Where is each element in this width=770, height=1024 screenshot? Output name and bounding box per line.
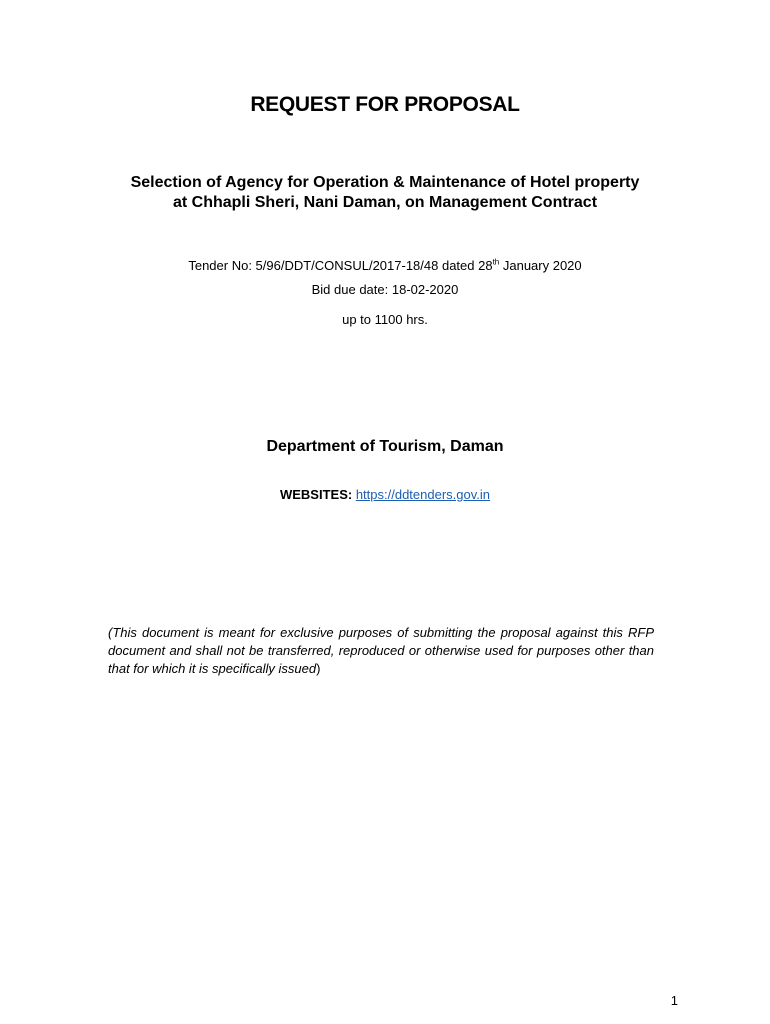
document-subtitle xyxy=(70,173,700,213)
bid-due-date: Bid due date: 18-02-2020 xyxy=(311,282,459,297)
website-link[interactable]: https://ddtenders.gov.in xyxy=(355,487,491,502)
page-number: 1 xyxy=(670,993,678,1008)
disclaimer-close: ) xyxy=(316,661,321,676)
websites-label: WEBSITES: xyxy=(279,487,353,502)
websites-line xyxy=(0,487,770,502)
tender-prefix: Tender No: 5/96/DDT/CONSUL/2017-18/48 dated 28 xyxy=(188,258,493,273)
disclaimer-text xyxy=(108,624,654,678)
disclaimer-main: (This document is meant for exclusive purposes of submitting the proposal against this RFP document and shall not be transferred, reproduced or otherwise used for purposes other than that for which it is specifically issued xyxy=(108,625,654,676)
tender-suffix: January 2020 xyxy=(499,258,582,273)
document-title: REQUEST FOR PROPOSAL xyxy=(250,93,520,116)
subtitle-line-1: Selection of Agency for Operation & Maintenance of Hotel property xyxy=(130,174,640,191)
tender-superscript: th xyxy=(492,257,500,267)
tender-number xyxy=(0,258,770,273)
subtitle-line-2: at Chhapli Sheri, Nani Daman, on Management Contract xyxy=(172,194,598,211)
department-name: Department of Tourism, Daman xyxy=(266,438,504,455)
bid-due-time: up to 1100 hrs. xyxy=(342,312,428,327)
